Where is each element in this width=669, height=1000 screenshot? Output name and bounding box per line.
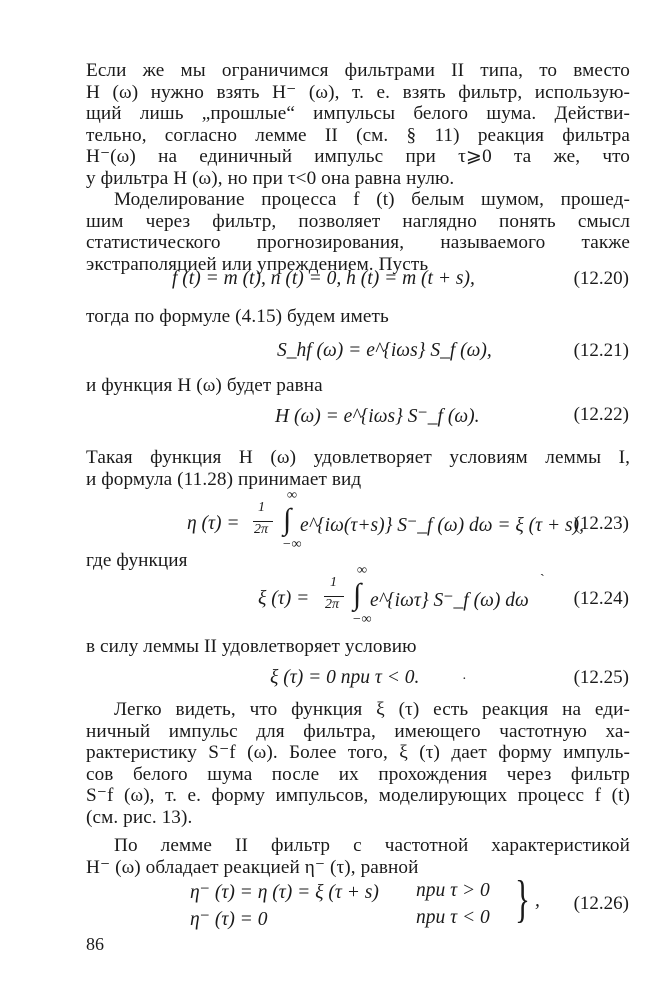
integral-lower-limit: −∞ xyxy=(352,612,372,627)
equation-12-21: S_hf (ω) = e^{iωs} S_f (ω), xyxy=(277,340,492,361)
text-line: и функция H (ω) будет равна xyxy=(86,375,323,396)
fraction-numerator: 1 xyxy=(258,500,265,515)
integral-sign: ∫ xyxy=(353,578,362,611)
equation-lhs: η (τ) = xyxy=(187,513,240,534)
equation-comma: , xyxy=(535,890,540,911)
paragraph-filters-type-ii xyxy=(86,60,630,190)
equation-line: η⁻ (τ) = 0 xyxy=(190,909,268,930)
paragraph-function-h xyxy=(86,375,630,397)
equation-12-22: H (ω) = e^{iωs} S⁻_f (ω). xyxy=(275,406,480,427)
paragraph-lemma-i xyxy=(86,447,630,490)
fraction-denominator: 2π xyxy=(325,597,340,612)
paragraph-formula-ref xyxy=(86,306,630,328)
text-line: Такая функция H (ω) удовлетворяет условиям леммы I, xyxy=(86,447,630,468)
equation-number: (12.25) xyxy=(573,667,629,688)
text-line: H⁻ (ω) обладает реакцией η⁻ (τ), равной xyxy=(86,856,419,878)
integrand: e^{iωτ} S⁻_f (ω) dω xyxy=(370,590,529,611)
text-line: у фильтра H (ω), но при τ<0 она равна нулю. xyxy=(86,167,455,189)
equation-number: (12.21) xyxy=(573,340,629,361)
text-line: H⁻(ω) на единичный импульс при τ⩾0 та же, что xyxy=(86,146,630,168)
fraction-denominator: 2π xyxy=(254,522,269,537)
text-line: ничный импульс для фильтра, имеющего частотную ха- xyxy=(86,720,630,742)
paragraph-lemma-ii-condition xyxy=(86,636,630,658)
text-line: где функция xyxy=(86,550,188,571)
paragraph-easy-to-see xyxy=(86,699,630,829)
equation-number: (12.23) xyxy=(573,513,629,534)
equation-number: (12.22) xyxy=(573,404,629,425)
equation-condition: при τ < 0 xyxy=(416,907,490,928)
page-number: 86 xyxy=(86,934,104,954)
paragraph-modeling xyxy=(86,189,630,275)
text-line: щий лишь „прошлые“ импульсы белого шума. Действи- xyxy=(86,103,630,125)
text-line: экстраполяцией или упреждением. Пусть xyxy=(86,253,429,275)
text-line: S⁻f (ω), т. е. форму импульсов, моделирующих процесс f (t) xyxy=(86,785,630,807)
text-line: (см. рис. 13). xyxy=(86,806,193,828)
text-line: H (ω) нужно взять H⁻ (ω), т. е. взять фильтр, использую- xyxy=(86,81,630,103)
equation-number: (12.24) xyxy=(573,588,629,609)
integral-lower-limit: −∞ xyxy=(282,537,302,552)
right-brace: } xyxy=(514,871,530,928)
text-line: тогда по формуле (4.15) будем иметь xyxy=(86,306,389,327)
text-line: Моделирование процесса f (t) белым шумом, прошед- xyxy=(114,189,630,210)
text-line: Если же мы ограничимся фильтрами II типа, то вместо xyxy=(86,60,630,81)
equation-12-20: f (t) = m (t), n (t) = 0, h (t) = m (t + s), xyxy=(172,268,475,289)
equation-number: (12.20) xyxy=(573,268,629,289)
equation-number: (12.26) xyxy=(573,893,629,914)
text-line: в силу леммы II удовлетворяет условию xyxy=(86,636,417,657)
equation-12-25: ξ (τ) = 0 при τ < 0. xyxy=(270,667,420,688)
text-line: тельно, согласно лемме II (см. § 11) реакция фильтра xyxy=(86,124,630,146)
equation-line: η⁻ (τ) = η (τ) = ξ (τ + s) xyxy=(190,882,379,903)
fraction-numerator: 1 xyxy=(330,575,337,590)
text-line: Легко видеть, что функция ξ (τ) есть реакция на еди- xyxy=(114,699,630,720)
print-speck: · xyxy=(462,672,467,687)
equation-condition: при τ > 0 xyxy=(416,880,490,901)
integrand: e^{iω(τ+s)} S⁻_f (ω) dω = ξ (τ + s), xyxy=(300,515,584,536)
integral-upper-limit: ∞ xyxy=(357,563,367,578)
print-speck: ˎ xyxy=(540,562,545,577)
text-line: рактеристику S⁻f (ω). Более того, ξ (τ) дает форму импуль- xyxy=(86,742,630,764)
integral-upper-limit: ∞ xyxy=(287,488,297,503)
equation-lhs: ξ (τ) = xyxy=(258,588,310,609)
integral-sign: ∫ xyxy=(283,503,292,536)
text-line: сов белого шума после их прохождения через фильтр xyxy=(86,763,630,785)
text-line: По лемме II фильтр с частотной характеристикой xyxy=(114,835,630,856)
text-line: шим через фильтр, позволяет наглядно понять смысл xyxy=(86,210,630,232)
text-line: и формула (11.28) принимает вид xyxy=(86,468,362,490)
text-line: статистического прогнозирования, называемого также xyxy=(86,232,630,254)
paragraph-lemma-ii-filter xyxy=(86,835,630,878)
